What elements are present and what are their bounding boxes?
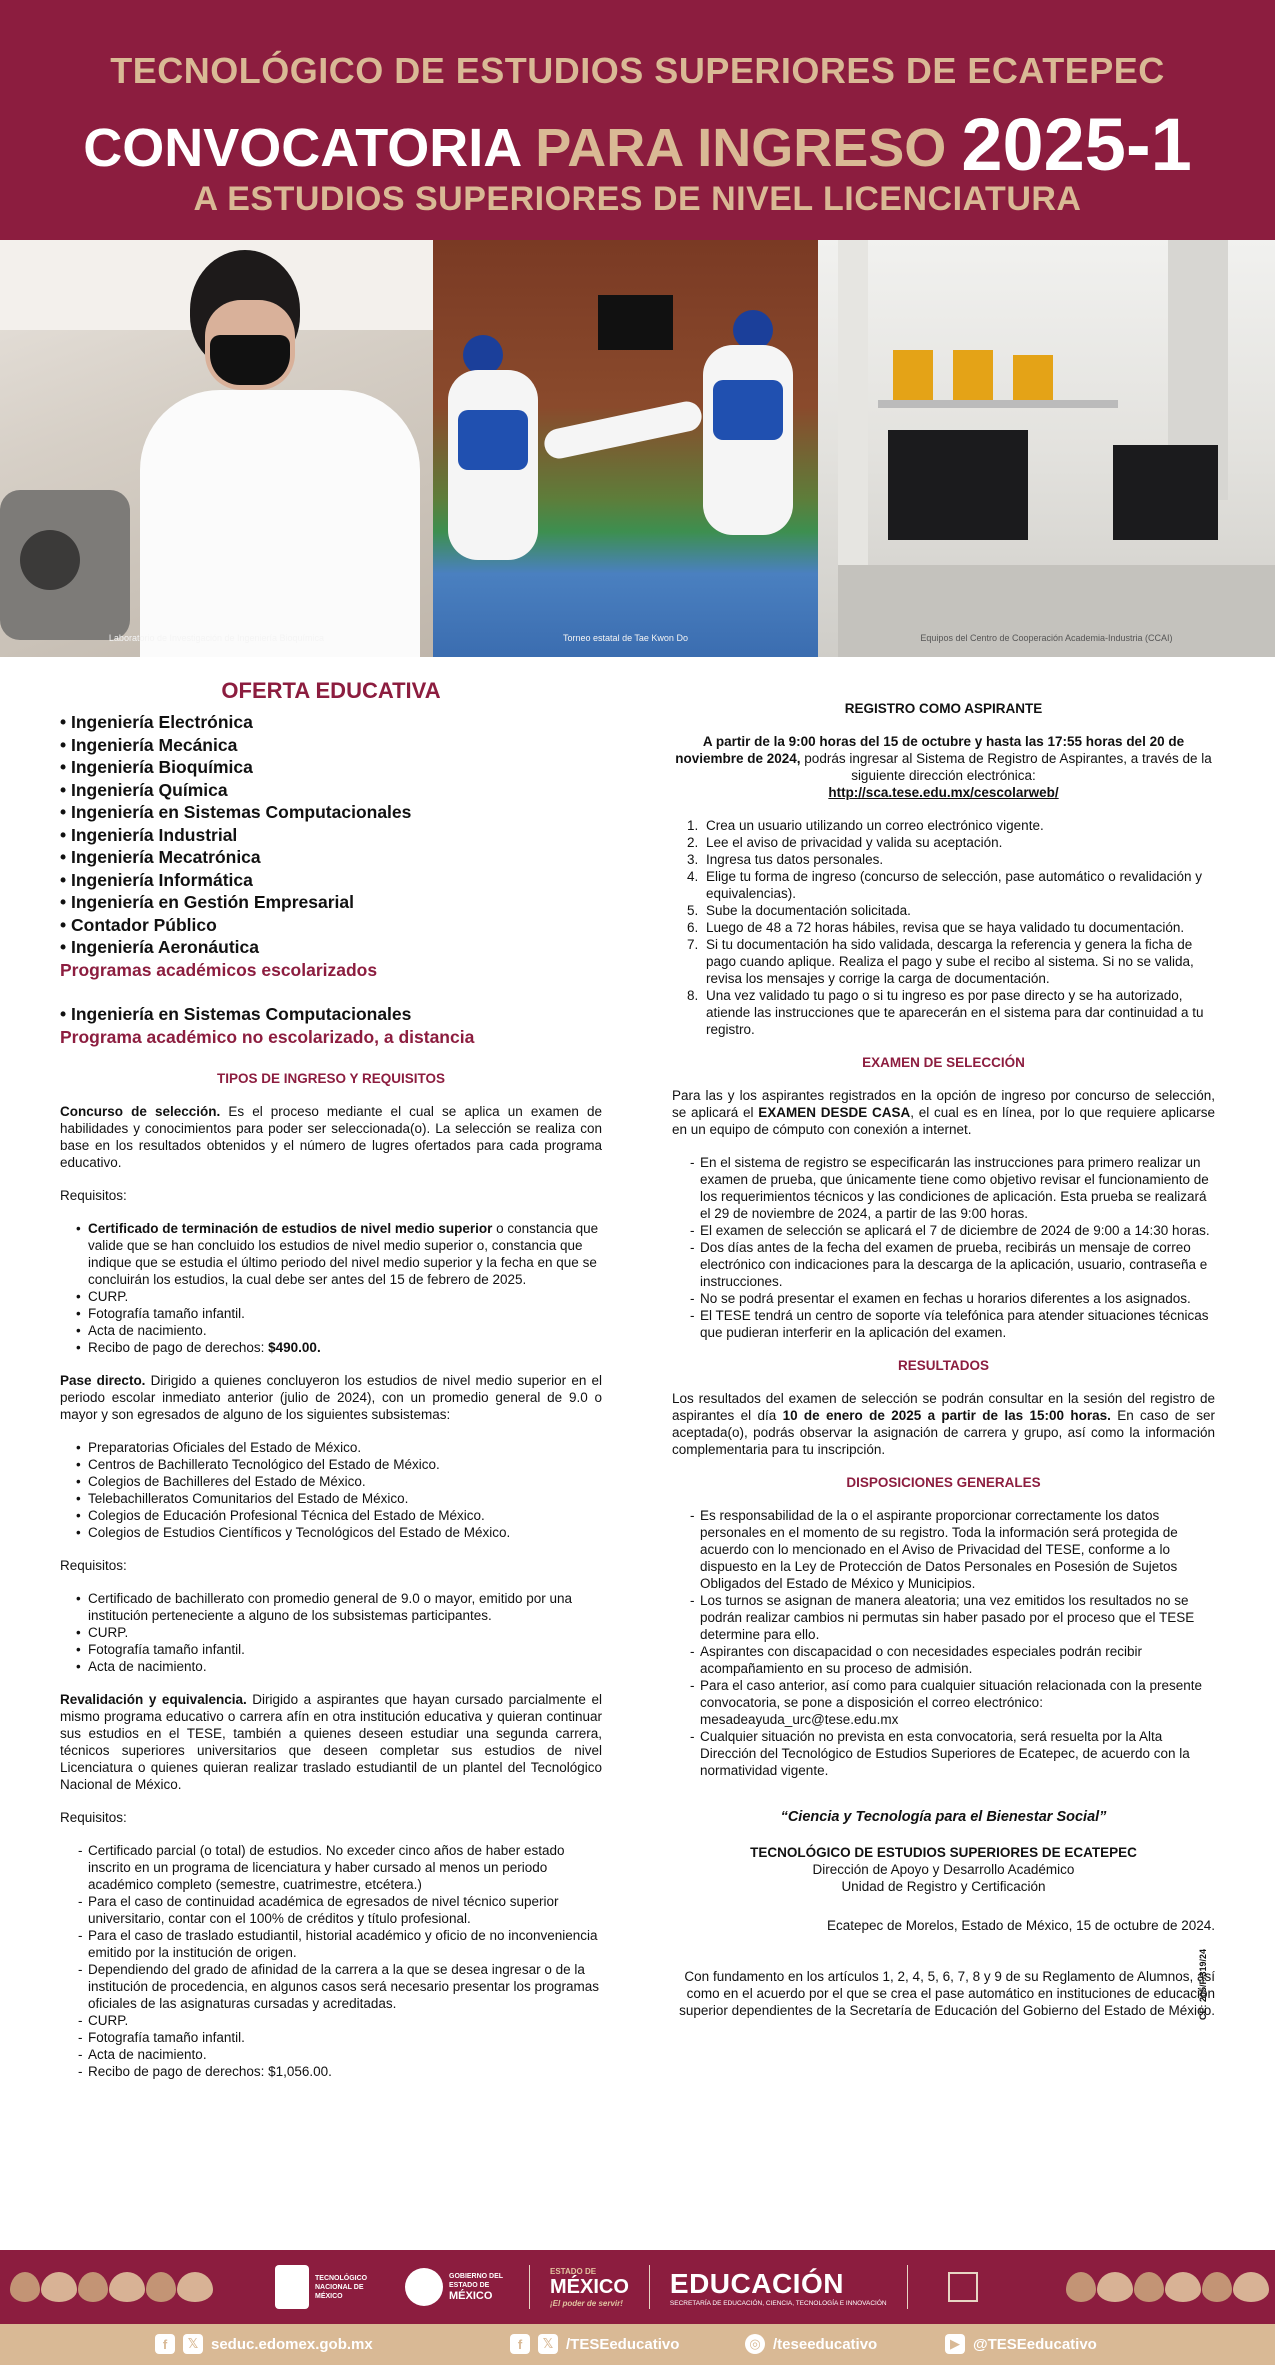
title-year: 2025-1 [961,103,1192,186]
list-item: • Preparatorias Oficiales del Estado de México. [88,1439,602,1456]
distance-career-list [60,1003,602,1026]
footer-logos [275,2260,978,2314]
list-item: 3. Ingresa tus datos personales. [702,851,1215,868]
list-item: • Centros de Bachillerato Tecnológico del Estado de México. [88,1456,602,1473]
concurso-lead: Concurso de selección. [60,1104,221,1119]
list-item: • CURP. [88,1288,602,1305]
escudo-icon [405,2268,443,2306]
career-item: • Ingeniería Aeronáutica [60,936,602,959]
pase-requisitos [88,1590,602,1675]
x-icon: 𝕏 [538,2334,558,2354]
firma-institucion: TECNOLÓGICO DE ESTUDIOS SUPERIORES DE ECATEPEC [750,1845,1137,1860]
career-item: • Ingeniería Industrial [60,824,602,847]
list-item: - El examen de selección se aplicará el 7 de diciembre de 2024 de 9:00 a 14:30 horas. [700,1222,1215,1239]
list-item: • Fotografía tamaño infantil. [88,1641,602,1658]
firma-block [672,1844,1215,1895]
requisitos-label: Requisitos: [60,1188,127,1203]
list-item: - Cualquier situación no prevista en esta convocatoria, será resuelta por la Alta Dirección del Tecnológico de Estudios Superiores de Ecatepec, de acuerdo con la normatividad vigente. [700,1728,1215,1779]
list-item: • Colegios de Educación Profesional Técnica del Estado de México. [88,1507,602,1524]
registro-steps [702,817,1215,1038]
photo-caption: Laboratorio de Investigación de Ingeniería Bioquímica [108,633,325,643]
career-item: • Ingeniería Química [60,779,602,802]
list-item: • Acta de nacimiento. [88,1658,602,1675]
ornament-left [10,2272,210,2302]
list-item: - No se podrá presentar el examen en fechas u horarios diferentes a los asignados. [700,1290,1215,1307]
youtube-link[interactable]: ▶ @TESEeducativo [945,2334,1097,2354]
list-item: • Fotografía tamaño infantil. [88,1305,602,1322]
pase-directo-paragraph: Pase directo. Dirigido a quienes concluyeron los estudios de nivel medio superior en el periodo escolar inmediato anterior (julio de 2024), con un promedio general de 9.0 o mayor y son egresados de alguno de los siguientes subsistemas: [60,1373,602,1422]
photo-ccai [818,240,1275,657]
header-banner [0,0,1275,240]
concurso-requisitos [88,1220,602,1356]
list-item: - Los turnos se asignan de manera aleatoria; una vez emitidos los resultados no se podrán realizar cambios ni permutas sin haber pasado por el proceso que el TESE determine para ello. [700,1592,1215,1643]
institution-title: TECNOLÓGICO DE ESTUDIOS SUPERIORES DE ECATEPEC [110,50,1165,91]
right-column [672,700,1215,2019]
examen-intro: Para las y los aspirantes registrados en la opción de ingreso por concurso de selección, se aplicará el EXAMEN DESDE CASA, el cual es en línea, por lo que requiere aplicarse en un equipo de cómputo con conexión a internet. [672,1088,1216,1137]
list-item: • Certificado de terminación de estudios de nivel medio superior o constancia que valide que se han concluido los estudios de nivel medio superior o, constancia que indique que se estudia el último periodo del nivel medio superior y la fecha en que se concluirán los estudios, la cual debe ser antes del 15 de febrero de 2025. [88,1220,602,1288]
distancia-label: Programa académico no escolarizado, a distancia [60,1026,475,1047]
disposiciones-items [700,1507,1215,1779]
firma-direccion: Dirección de Apoyo y Desarrollo Académico [812,1862,1075,1877]
gobierno-logo: GOBIERNO DEL ESTADO DE MÉXICO [405,2268,509,2306]
fecha-emision: Ecatepec de Morelos, Estado de México, 15 de octubre de 2024. [827,1918,1215,1933]
revalidacion-paragraph: Revalidación y equivalencia. Dirigido a aspirantes que hayan cursado parcialmente el mismo programa educativo o carrera afín en otra institución educativa y quieran continuar sus estudios en el TESE, también a quienes deseen estudiar una segunda carrera, técnicos superiores universitarios que deseen completar sus estudios de nivel Licenciatura o quienes quieran realizar traslado estudiantil de un plantel del Tecnológico Nacional de México. [60,1692,602,1792]
examen-title: EXAMEN DE SELECCIÓN [862,1055,1025,1070]
registro-title: REGISTRO COMO ASPIRANTE [844,701,1043,716]
list-item: 2. Lee el aviso de privacidad y valida su aceptación. [702,834,1215,851]
subsistemas-list [88,1439,602,1541]
resultados-text: Los resultados del examen de selección se podrán consultar en la sesión del registro de aspirantes el día 10 de enero de 2025 a partir de las 15:00 horas. En caso de ser aceptada(o), podrás observar la asignación de carrera y grupo, así como la información complementaria para tu inscripción. [672,1391,1216,1457]
list-item: 8. Una vez validado tu pago o si tu ingreso es por pase directo y se ha autorizado, atiende las instrucciones que te aparecerán en el sistema para dar continuidad a tu registro. [702,987,1215,1038]
career-item: • Ingeniería Mecatrónica [60,846,602,869]
list-item: - CURP. [88,2012,602,2029]
list-item: • Colegios de Bachilleres del Estado de México. [88,1473,602,1490]
registro-url-link[interactable]: http://sca.tese.edu.mx/cescolarweb/ [828,785,1059,800]
list-item: 7. Si tu documentación ha sido validada, descarga la referencia y genera la ficha de pago cuando aplique. Realiza el pago y sube el recibo al sistema. Si no se valida, revisa los mensajes y corrige la carga de documentación. [702,936,1215,987]
list-item: 1. Crea un usuario utilizando un correo electrónico vigente. [702,817,1215,834]
list-item: - En el sistema de registro se especificarán las instrucciones para primero realizar un examen de prueba, que únicamente tiene como objetivo revisar el funcionamiento de los requerimientos técnicos y las condiciones de aplicación. Esta prueba se realizará el 29 de noviembre de 2024, a partir de las 9:00 horas. [700,1154,1215,1222]
oferta-educativa-title: OFERTA EDUCATIVA [221,678,441,703]
left-column [60,678,603,2096]
instagram-link[interactable]: ◎ /teseeducativo [745,2334,877,2354]
photo-laboratorio [0,240,433,657]
list-item: - Dos días antes de la fecha del examen de prueba, recibirás un mensaje de correo electrónico con indicaciones para la descarga de la aplicación, usuario, contraseña e instrucciones. [700,1239,1215,1290]
fundamento-legal: Con fundamento en los artículos 1, 2, 4, 5, 6, 7, 8 y 9 de su Reglamento de Alumnos, así como en el acuerdo por el que se crea el pase automático en instituciones de educación superior dependientes de la Secretaría de Educación del Gobierno del Estado de México. [679,1969,1215,2018]
disposiciones-title: DISPOSICIONES GENERALES [846,1475,1041,1490]
career-item: • Ingeniería en Sistemas Computacionales [60,801,602,824]
list-item: - Para el caso de continuidad académica de egresados de nivel técnico superior universitario, contar con el 100% de créditos y título profesional. [88,1893,602,1927]
tecnm-logo: TECNOLÓGICO NACIONAL DE MÉXICO [275,2265,385,2309]
tipos-ingreso-title: TIPOS DE INGRESO Y REQUISITOS [216,1071,446,1086]
convocatoria-title [0,102,1275,187]
list-item: • CURP. [88,1624,602,1641]
list-item: - Certificado parcial (o total) de estudios. No exceder cinco años de haber estado inscrito en un programa de licenciatura y haber cursado al menos un periodo académico completo (semestre, cuatrimestre, etcétera.) [88,1842,602,1893]
career-item: • Ingeniería en Sistemas Computacionales [60,1003,602,1026]
list-item: 6. Luego de 48 a 72 horas hábiles, revisa que se haya validado tu documentación. [702,919,1215,936]
career-list [60,711,602,959]
tese-crest-icon [948,2272,978,2302]
list-item: - Recibo de pago de derechos: $1,056.00. [88,2063,602,2080]
photo-caption: Equipos del Centro de Cooperación Academia-Industria (CCAI) [920,633,1173,643]
list-item: - Es responsabilidad de la o el aspirante proporcionar correctamente los datos personales en el momento de su registro. Toda la información será protegida de acuerdo con lo mencionado en el Aviso de Privacidad del TESE, conforme a lo dispuesto en la Ley de Protección de Datos Personales en Posesión de Sujetos Obligados del Estado de México y Municipios. [700,1507,1215,1592]
title-para-ingreso: PARA INGRESO [535,118,947,178]
web-link[interactable]: f 𝕏 seduc.edomex.gob.mx [155,2334,373,2354]
photo-caption: Torneo estatal de Tae Kwon Do [563,633,688,643]
photo-strip [0,240,1275,657]
facebook-icon: f [510,2334,530,2354]
list-item: - Dependiendo del grado de afinidad de la carrera a la que se desea ingresar o de la institución de procedencia, en algunos casos será necesario presentar los programas oficiales de las asignaturas cursadas y acreditadas. [88,1961,602,2012]
reval-lead: Revalidación y equivalencia. [60,1692,247,1707]
list-item: - Fotografía tamaño infantil. [88,2029,602,2046]
career-item: • Ingeniería Informática [60,869,602,892]
list-item: • Certificado de bachillerato con promedio general de 9.0 o mayor, emitido por una institución perteneciente a alguno de los subsistemas participantes. [88,1590,602,1624]
list-item: • Telebachilleratos Comunitarios del Estado de México. [88,1490,602,1507]
tecnm-icon [275,2265,309,2309]
instagram-icon: ◎ [745,2334,765,2354]
lema: “Ciencia y Tecnología para el Bienestar Social” [780,1809,1107,1825]
list-item: - Acta de nacimiento. [88,2046,602,2063]
career-item: • Ingeniería Bioquímica [60,756,602,779]
registro-intro: A partir de la 9:00 horas del 15 de octubre y hasta las 17:55 horas del 20 de noviembre de 2024, podrás ingresar al Sistema de Registro de Aspirantes, a través de la siguiente dirección electrónica: http://sca.tese.edu.mx/cescolarweb/ [675,734,1212,800]
list-item: • Acta de nacimiento. [88,1322,602,1339]
career-item: • Ingeniería Electrónica [60,711,602,734]
edomex-logo: ESTADO DE MÉXICO ¡El poder de servir! [550,2266,629,2308]
concurso-paragraph: Concurso de selección. Es el proceso mediante el cual se aplica un examen de habilidades y conocimientos para poder ser seleccionada(o). La selección se realiza con base en los resultados obtenidos y el número de lugres ofertados para cada programa educativo. [60,1104,603,1170]
footer-band [0,2250,1275,2324]
facebook-icon: f [155,2334,175,2354]
escolarizados-label: Programas académicos escolarizados [60,959,378,980]
career-item: • Ingeniería Mecánica [60,734,602,757]
pase-lead: Pase directo. [60,1373,146,1388]
firma-unidad: Unidad de Registro y Certificación [841,1879,1046,1894]
list-item: - Para el caso anterior, así como para cualquier situación relacionada con la presente convocatoria, se pone a disposición el correo electrónico: mesadeayuda_urc@tese.edu.mx [700,1677,1215,1728]
educacion-logo: EDUCACIÓN SECRETARÍA DE EDUCACIÓN, CIENCIA, TECNOLOGÍA E INNOVACIÓN [669,2267,887,2307]
examen-items [700,1154,1215,1341]
title-convocatoria: CONVOCATORIA [83,118,521,178]
list-item: - El TESE tendrá un centro de soporte vía telefónica para atender situaciones técnicas que pudieran interferir en la aplicación del examen. [700,1307,1215,1341]
list-item: 5. Sube la documentación solicitada. [702,902,1215,919]
youtube-icon: ▶ [945,2334,965,2354]
list-item: • Recibo de pago de derechos: $490.00. [88,1339,602,1356]
requisitos-label: Requisitos: [60,1558,127,1573]
career-item: • Contador Público [60,914,602,937]
list-item: - Aspirantes con discapacidad o con necesidades especiales podrán recibir acompañamiento en su proceso de admisión. [700,1643,1215,1677]
fb-x-link[interactable]: f 𝕏 /TESEeducativo [510,2334,679,2354]
photo-taekwondo [433,240,818,657]
resultados-title: RESULTADOS [898,1358,989,1373]
ornament-right [1066,2272,1266,2302]
subtitle: A ESTUDIOS SUPERIORES DE NIVEL LICENCIATURA [193,180,1082,218]
x-icon: 𝕏 [183,2334,203,2354]
revalidacion-requisitos [88,1842,602,2080]
list-item: - Para el caso de traslado estudiantil, historial académico y oficio de no inconveniencia emitido por la institución de origen. [88,1927,602,1961]
requisitos-label: Requisitos: [60,1810,127,1825]
codigo-ce: CE: 205/F/319/24 [1198,1948,1208,2020]
list-item: • Colegios de Estudios Científicos y Tecnológicos del Estado de México. [88,1524,602,1541]
social-bar [0,2324,1275,2365]
career-item: • Ingeniería en Gestión Empresarial [60,891,602,914]
list-item: 4. Elige tu forma de ingreso (concurso de selección, pase automático o revalidación y equivalencias). [702,868,1215,902]
